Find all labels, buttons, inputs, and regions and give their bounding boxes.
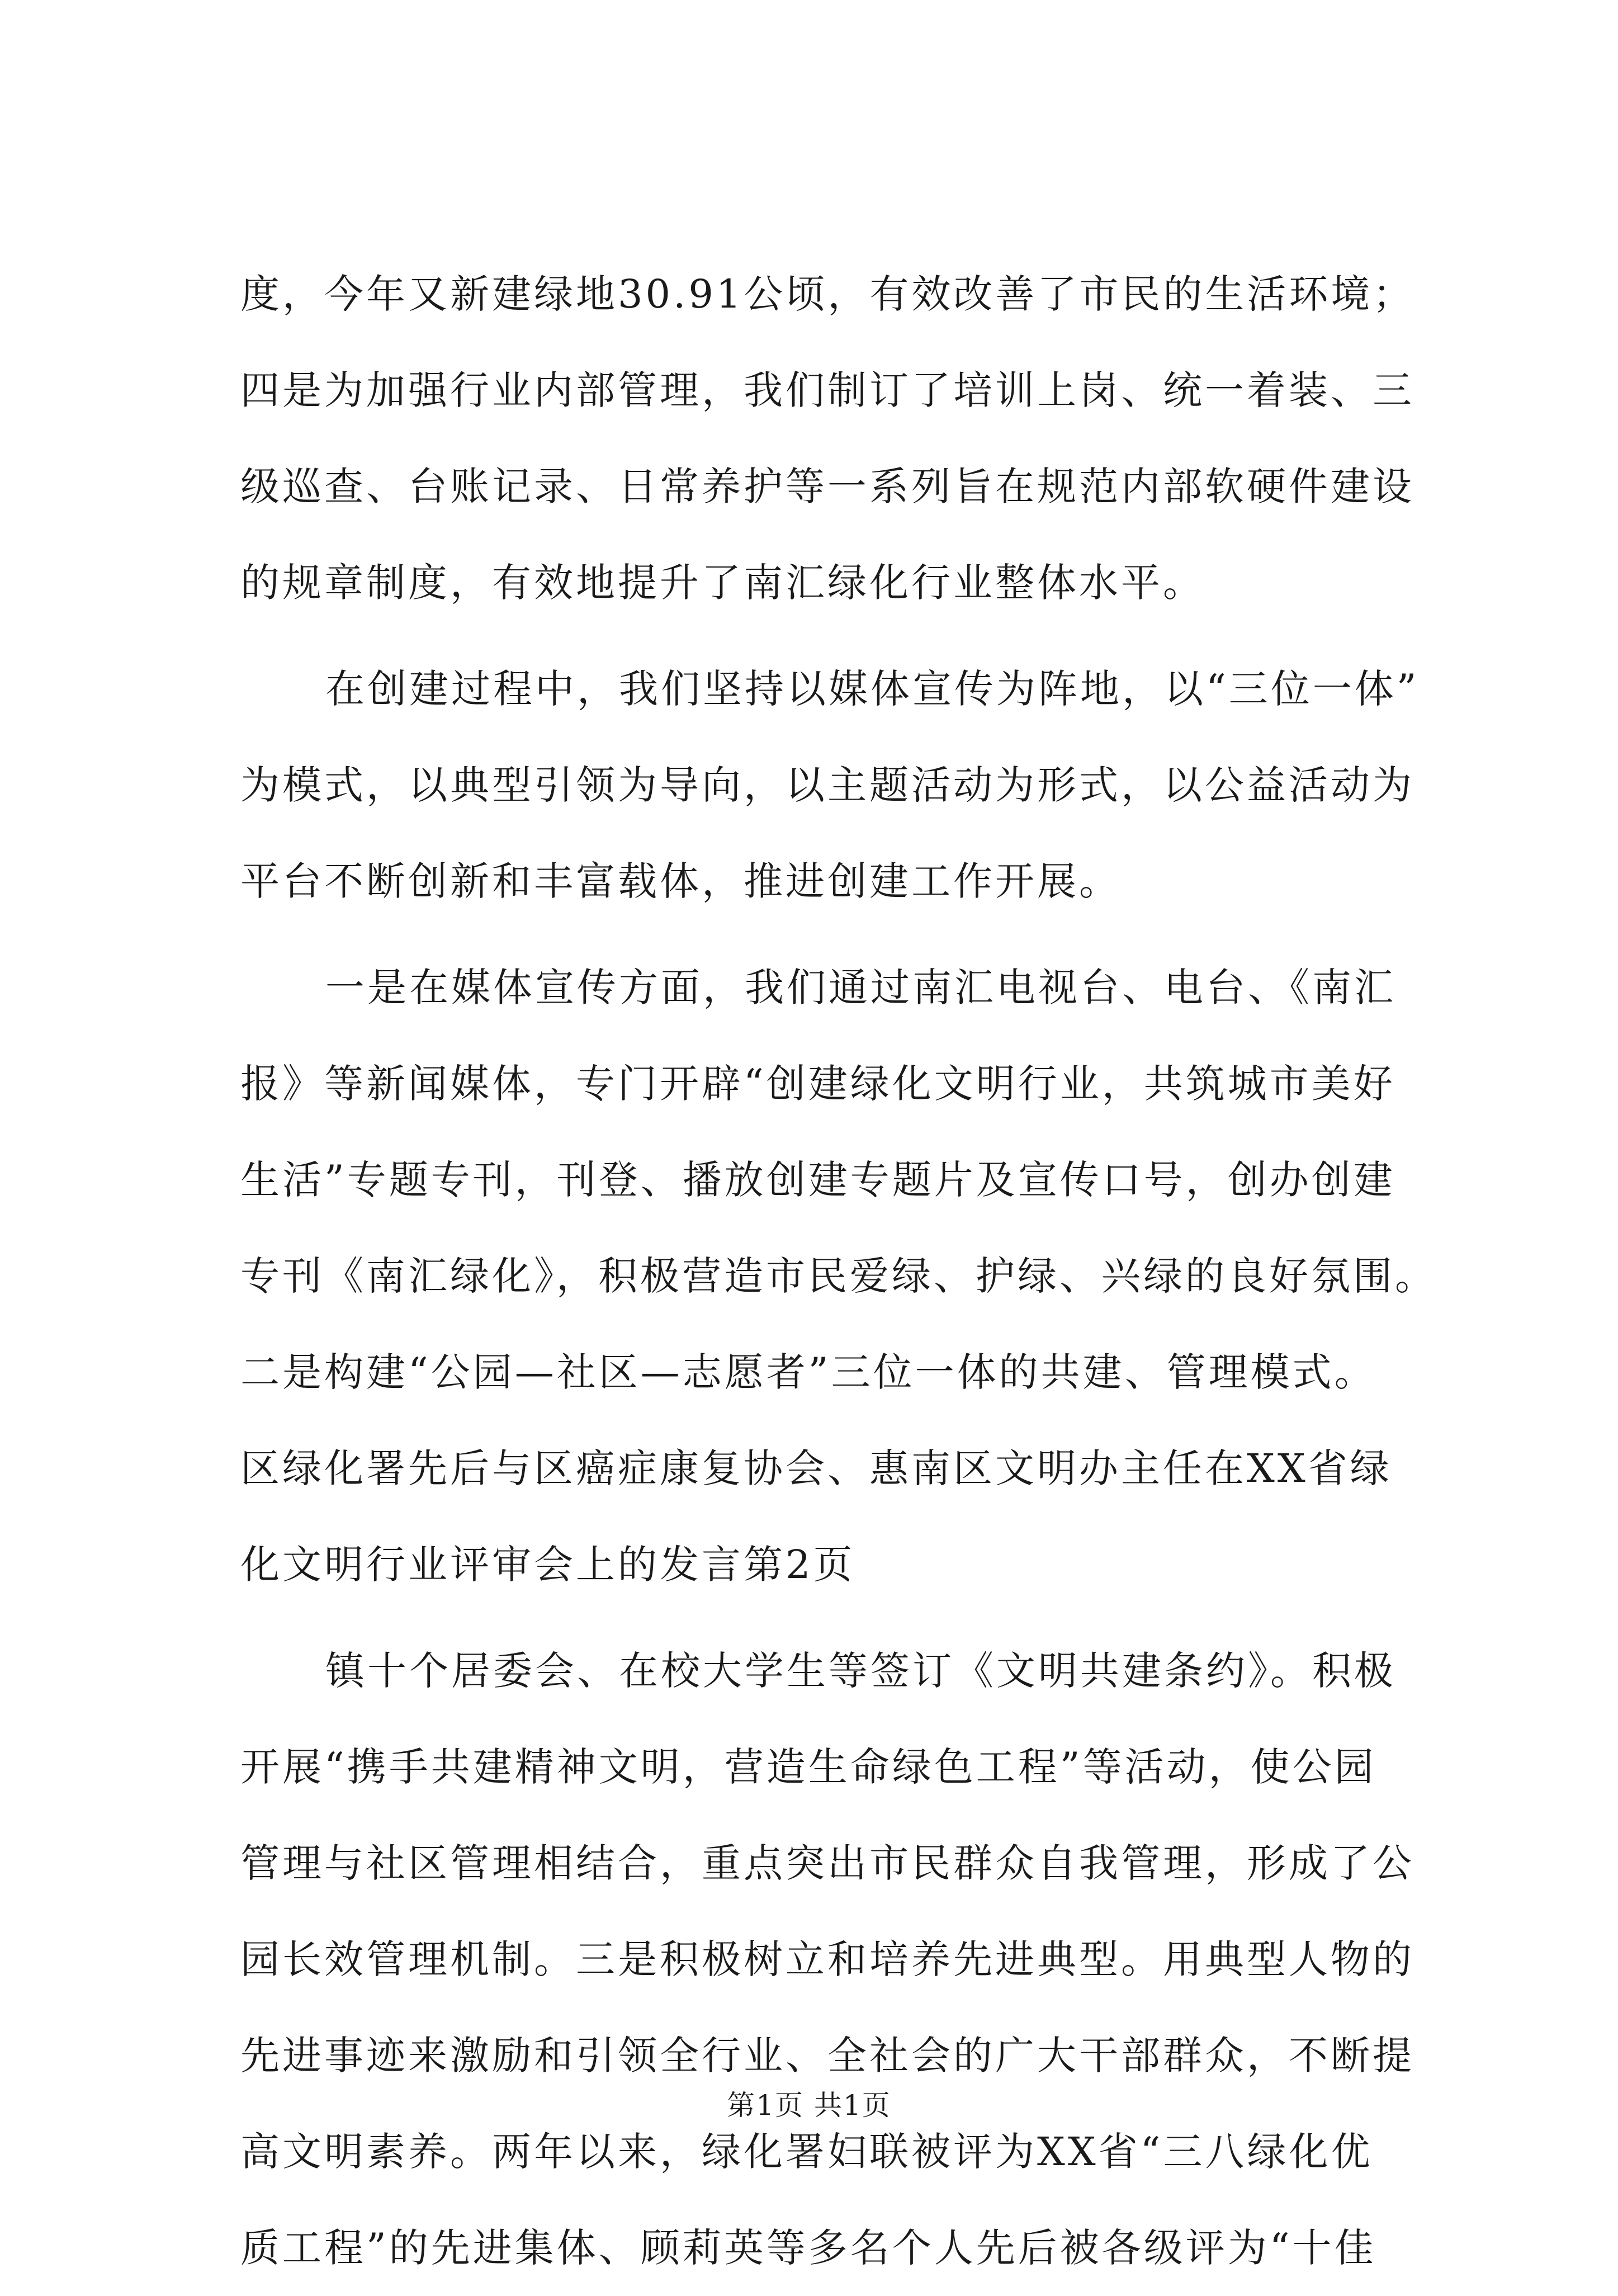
text-line: 高文明素养。两年以来，绿化署妇联被评为XX省“三八绿化优 — [240, 2129, 1373, 2175]
text-line: 开展“携手共建精神文明，营造生命绿色工程”等活动，使公园 — [240, 1744, 1376, 1790]
text-line: 四是为加强行业内部管理，我们制订了培训上岗、统一着装、三 — [240, 367, 1414, 413]
paragraph-start-line: 一是在媒体宣传方面，我们通过南汇电视台、电台、《南汇 — [325, 965, 1396, 1010]
text-line: 管理与社区管理相结合，重点突出市民群众自我管理，形成了公 — [240, 1840, 1414, 1886]
text-line: 为模式，以典型引领为导向，以主题活动为形式，以公益活动为 — [240, 762, 1414, 808]
text-line: 二是构建“公园—社区—志愿者”三位一体的共建、管理模式。 — [240, 1349, 1376, 1395]
text-line: 园长效管理机制。三是积极树立和培养先进典型。用典型人物的 — [240, 1936, 1414, 1982]
text-line: 质工程”的先进集体、顾莉英等多名个人先后被各级评为“十佳 — [240, 2225, 1376, 2271]
text-line: 报》等新闻媒体，专门开辟“创建绿化文明行业，共筑城市美好 — [240, 1061, 1395, 1107]
text-line: 区绿化署先后与区癌症康复协会、惠南区文明办主任在XX省绿 — [240, 1445, 1392, 1491]
text-line: 化文明行业评审会上的发言第2页 — [240, 1542, 855, 1588]
text-line: 专刊《南汇绿化》，积极营造市民爱绿、护绿、兴绿的良好氛围。 — [240, 1253, 1437, 1299]
text-line: 度，今年又新建绿地30.91公顷，有效改善了市民的生活环境； — [240, 271, 1415, 317]
text-line: 级巡查、台账记录、日常养护等一系列旨在规范内部软硬件建设 — [240, 464, 1414, 509]
text-line: 先进事迹来激励和引领全行业、全社会的广大干部群众，不断提 — [240, 2033, 1414, 2078]
text-line: 生活”专题专刊，刊登、播放创建专题片及宣传口号，创办创建 — [240, 1157, 1395, 1203]
page-footer: 第1页 共1页 — [727, 2089, 891, 2122]
text-line: 平台不断创新和丰富载体，推进创建工作开展。 — [240, 858, 1121, 904]
paragraph-start-line: 在创建过程中，我们坚持以媒体宣传为阵地，以“三位一体” — [325, 666, 1420, 712]
paragraph-start-line: 镇十个居委会、在校大学生等签订《文明共建条约》。积极 — [325, 1648, 1396, 1694]
document-body — [240, 246, 1437, 2296]
text-line: 的规章制度，有效地提升了南汇绿化行业整体水平。 — [240, 560, 1205, 606]
